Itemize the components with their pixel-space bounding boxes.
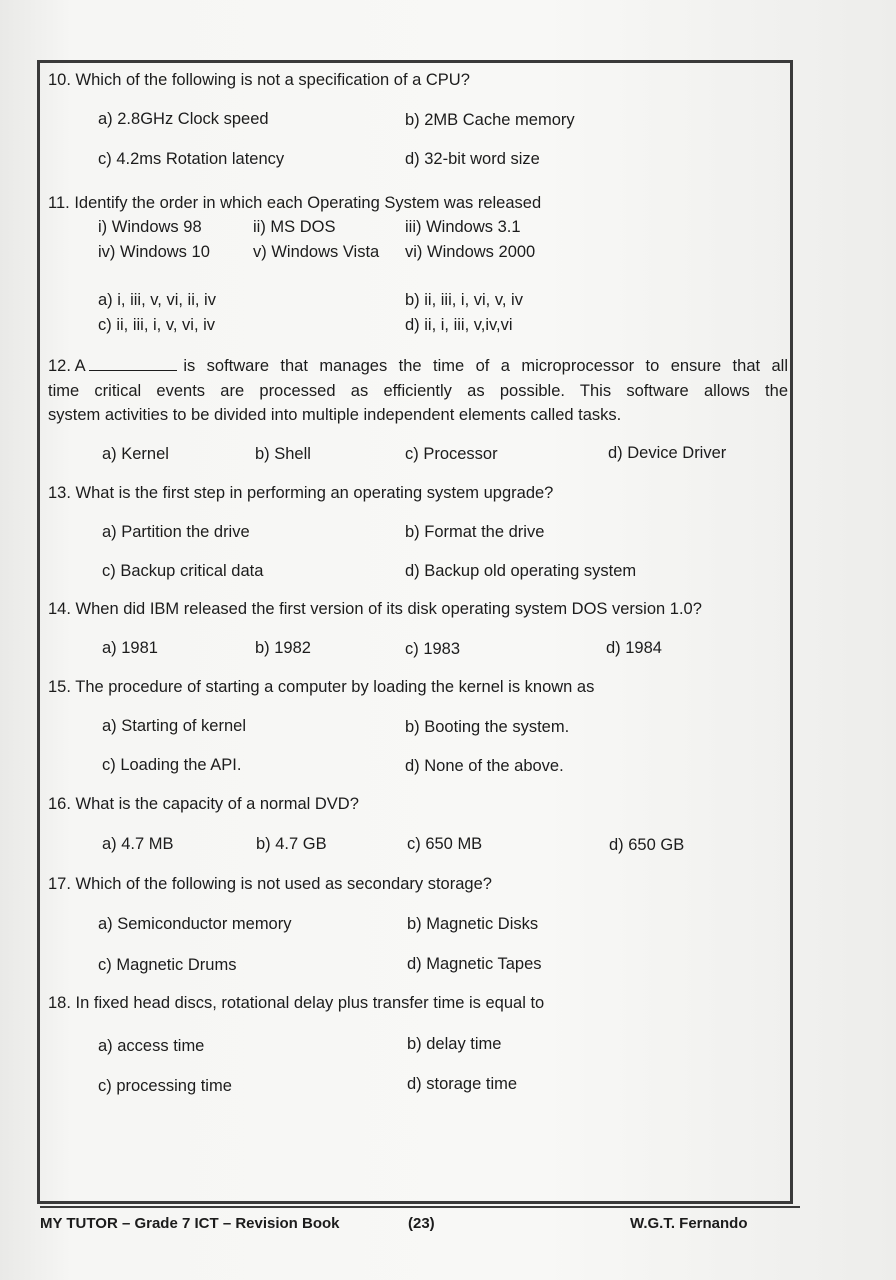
option-a: a) Partition the drive — [102, 523, 250, 541]
question-text-line-3: system activities to be divided into multiple independent elements called tasks. — [48, 406, 622, 424]
option-b: b) Magnetic Disks — [407, 915, 539, 933]
option-d: d) Backup old operating system — [405, 562, 637, 580]
question-text: When did IBM released the first version of its disk operating system DOS version 1.0? — [75, 600, 702, 618]
os-item: i) Windows 98 — [98, 218, 202, 236]
option-a: a) 4.7 MB — [102, 835, 174, 853]
option-a: a) 1981 — [102, 639, 158, 657]
option-c: c) Backup critical data — [102, 562, 264, 580]
option-c: c) 4.2ms Rotation latency — [98, 150, 285, 168]
question-11 — [48, 193, 541, 213]
option-b: b) delay time — [407, 1035, 502, 1053]
os-item: ii) MS DOS — [253, 218, 336, 236]
option-c: c) ii, iii, i, v, vi, iv — [98, 316, 216, 334]
question-number: 16. — [48, 795, 71, 813]
question-text: Which of the following is not a specification of a CPU? — [75, 71, 470, 89]
option-a: a) access time — [98, 1037, 205, 1055]
question-16 — [48, 794, 359, 814]
option-d: d) Magnetic Tapes — [407, 955, 542, 973]
os-item: v) Windows Vista — [253, 243, 380, 261]
option-c: c) Magnetic Drums — [98, 956, 237, 974]
question-number: 17. — [48, 875, 71, 893]
question-number: 15. — [48, 678, 71, 696]
question-15 — [48, 677, 594, 697]
option-b: b) Format the drive — [405, 523, 545, 541]
question-number: 10. — [48, 71, 71, 89]
option-a: a) 2.8GHz Clock speed — [98, 110, 269, 128]
question-12 — [48, 354, 788, 428]
question-number: 11. — [48, 194, 70, 212]
option-c: c) 1983 — [405, 640, 461, 658]
option-a: a) i, iii, v, vi, ii, iv — [98, 291, 216, 309]
option-b: b) Booting the system. — [405, 718, 570, 736]
question-number: 12. A — [48, 357, 85, 375]
footer-book-title: MY TUTOR – Grade 7 ICT – Revision Book — [40, 1215, 340, 1232]
os-item: iii) Windows 3.1 — [405, 218, 521, 236]
question-text: The procedure of starting a computer by loading the kernel is known as — [75, 678, 595, 696]
option-a: a) Starting of kernel — [102, 717, 246, 735]
question-10 — [48, 70, 470, 90]
option-b: b) Shell — [255, 445, 311, 463]
option-c: c) Processor — [405, 445, 498, 463]
os-item: iv) Windows 10 — [98, 243, 210, 261]
option-d: d) storage time — [407, 1075, 518, 1093]
option-d: d) 650 GB — [609, 836, 685, 854]
option-a: a) Semiconductor memory — [98, 915, 292, 933]
answer-blank — [89, 358, 177, 371]
question-text: Identify the order in which each Operating System was released — [74, 194, 542, 212]
question-number: 13. — [48, 484, 71, 502]
option-c: c) Loading the API. — [102, 756, 242, 774]
question-17 — [48, 874, 492, 894]
footer-rule — [40, 1206, 800, 1208]
question-text: What is the first step in performing an operating system upgrade? — [75, 484, 554, 502]
question-text-line-2: time critical events are processed as efficiently as possible. This software allows the — [48, 381, 788, 400]
question-text: Which of the following is not used as secondary storage? — [75, 875, 492, 893]
option-c: c) processing time — [98, 1077, 232, 1095]
option-b: b) ii, iii, i, vi, v, iv — [405, 291, 523, 309]
option-b: b) 2MB Cache memory — [405, 111, 575, 129]
os-item: vi) Windows 2000 — [405, 243, 536, 261]
question-number: 18. — [48, 994, 71, 1012]
option-d: d) ii, i, iii, v,iv,vi — [405, 316, 513, 334]
question-text: What is the capacity of a normal DVD? — [75, 795, 359, 813]
question-number: 14. — [48, 600, 71, 618]
option-a: a) Kernel — [102, 445, 169, 463]
option-d: d) 1984 — [606, 639, 662, 657]
option-d: d) 32-bit word size — [405, 150, 540, 168]
option-d: d) Device Driver — [608, 444, 727, 462]
option-d: d) None of the above. — [405, 757, 564, 775]
question-text: In fixed head discs, rotational delay plus transfer time is equal to — [75, 994, 545, 1012]
question-18 — [48, 993, 544, 1013]
footer-author: W.G.T. Fernando — [630, 1215, 748, 1232]
question-14 — [48, 599, 702, 619]
question-13 — [48, 483, 553, 503]
page-number: (23) — [408, 1215, 435, 1232]
option-b: b) 1982 — [255, 639, 311, 657]
question-text-line-1: is software that manages the time of a microprocessor to ensure that all — [183, 357, 788, 375]
option-b: b) 4.7 GB — [256, 835, 327, 853]
option-c: c) 650 MB — [407, 835, 483, 853]
